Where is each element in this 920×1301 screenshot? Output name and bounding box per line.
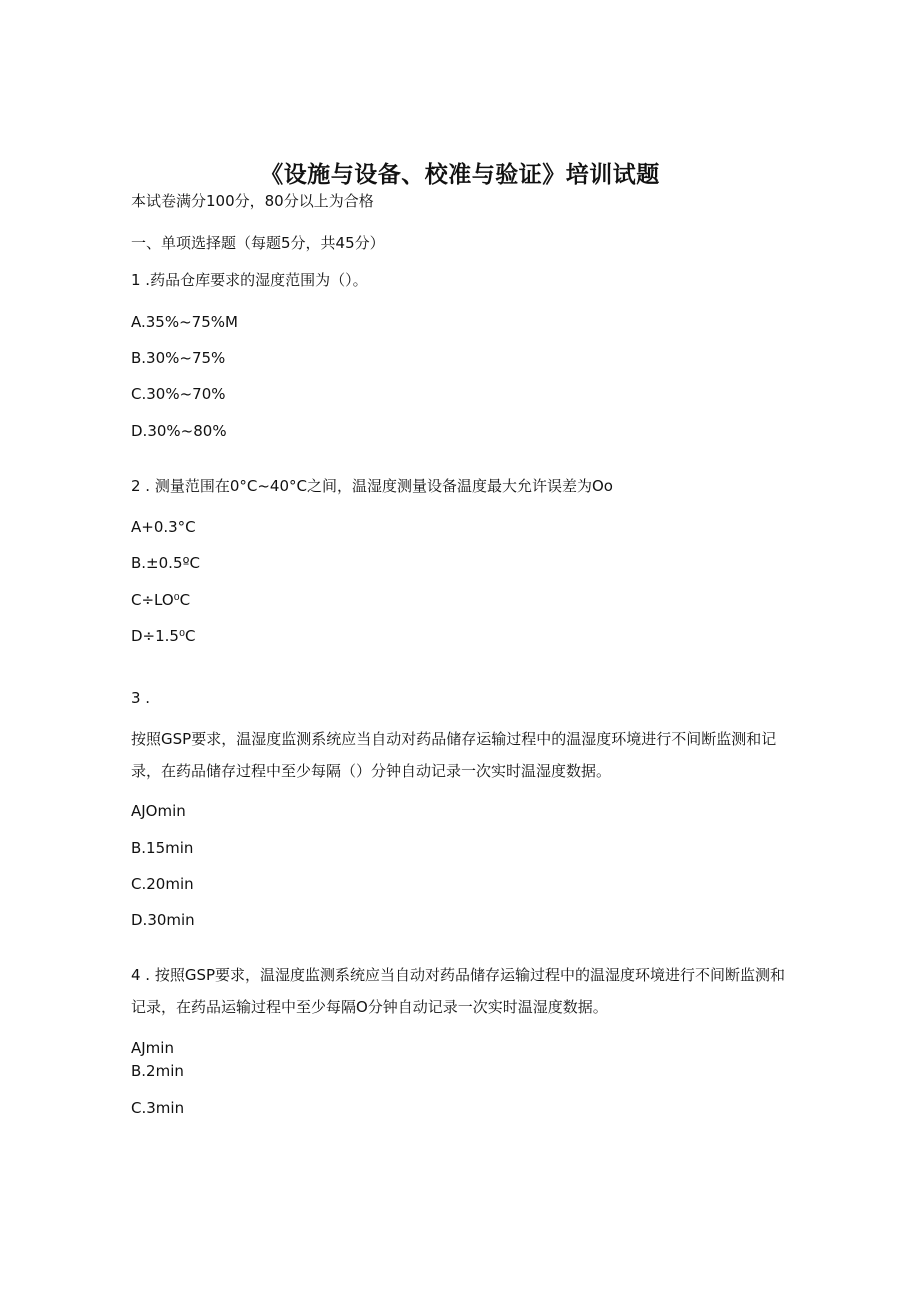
question-3-option-a: AJOmin: [131, 802, 186, 820]
question-4-option-b: B.2min: [131, 1062, 184, 1080]
question-1-option-d: D.30%~80%: [131, 422, 227, 440]
question-1-option-b: B.30%~75%: [131, 349, 226, 367]
section-heading: 一、单项选择题（每题5分，共45分）: [131, 234, 385, 252]
question-1-stem: 1 .药品仓库要求的湿度范围为（）。: [131, 271, 368, 289]
question-1-option-c: C.30%~70%: [131, 385, 226, 403]
question-2-stem: 2 . 测量范围在0°C~40°C之间，温湿度测量设备温度最大允许误差为Oo: [131, 477, 613, 495]
question-2-option-c: C÷LO⁰C: [131, 591, 191, 609]
exam-title: 《设施与设备、校准与验证》培训试题: [260, 161, 660, 188]
question-2-option-d: D÷1.5⁰C: [131, 627, 196, 645]
question-1-option-a: A.35%~75%M: [131, 313, 238, 331]
question-3-option-b: B.15min: [131, 839, 194, 857]
exam-intro: 本试卷满分100分，80分以上为合格: [131, 192, 374, 210]
question-3-option-d: D.30min: [131, 911, 195, 929]
question-3-option-c: C.20min: [131, 875, 194, 893]
question-2-option-b: B.±0.5ºC: [131, 554, 201, 572]
question-3-number: 3 .: [131, 689, 151, 707]
question-4-stem: 4 . 按照GSP要求，温湿度监测系统应当自动对药品储存运输过程中的温湿度环境进行不间断监测和记录，在药品运输过程中至少每隔O分钟自动记录一次实时温湿度数据。: [131, 966, 786, 1016]
question-4-option-a: AJmin: [131, 1039, 174, 1057]
question-3-stem: 按照GSP要求，温湿度监测系统应当自动对药品储存运输过程中的温湿度环境进行不间断监测和记录，在药品储存过程中至少每隔（）分钟自动记录一次实时温湿度数据。: [131, 730, 777, 780]
question-4-option-c: C.3min: [131, 1099, 185, 1117]
question-2-option-a: A+0.3°C: [131, 518, 196, 536]
